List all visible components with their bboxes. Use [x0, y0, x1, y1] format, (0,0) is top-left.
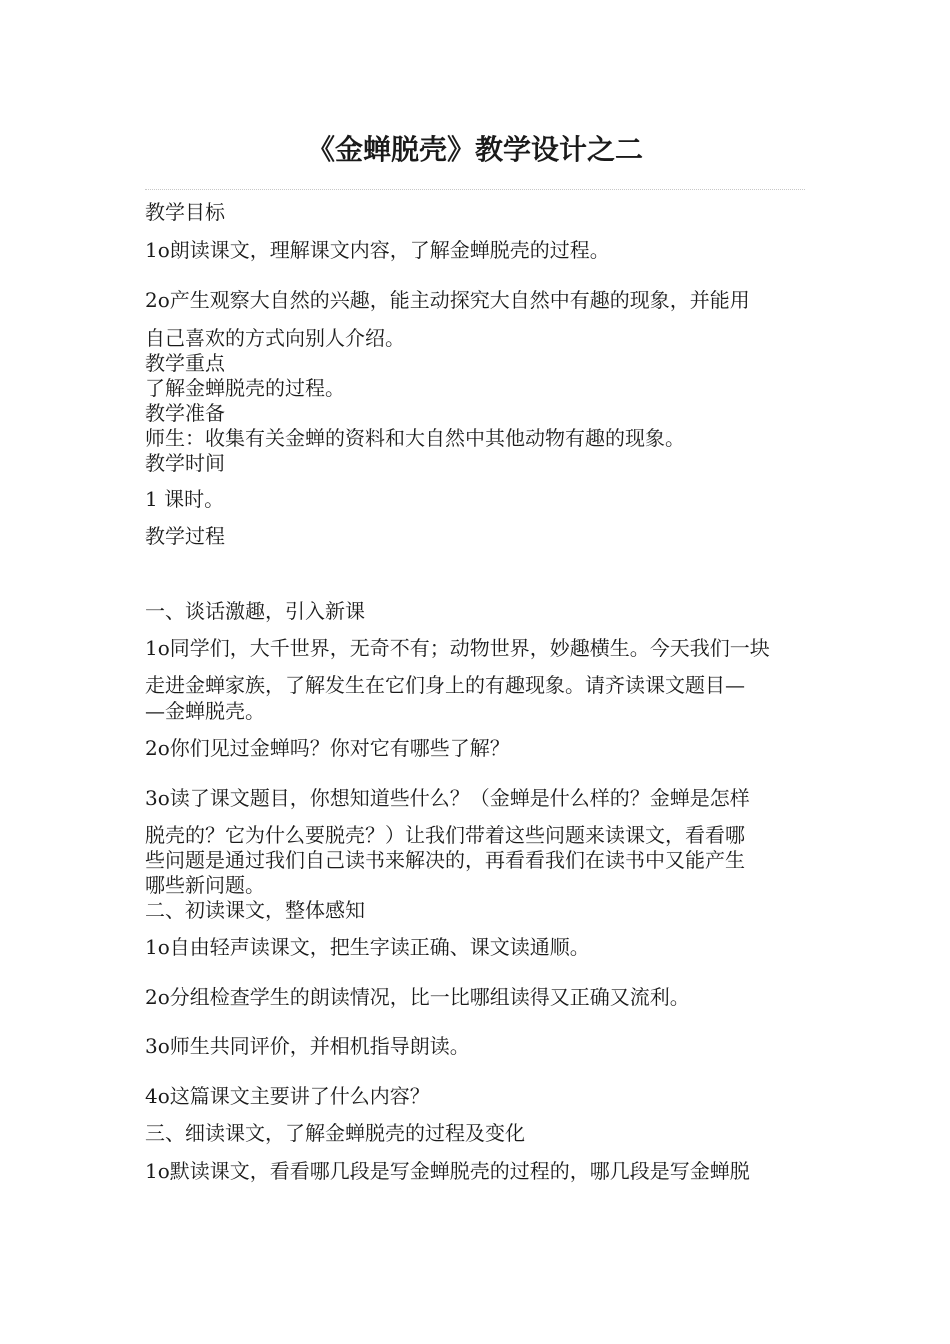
- paragraph-line: 4o这篇课文主要讲了什么内容？: [145, 1084, 430, 1108]
- paragraph-line: 1o自由轻声读课文，把生字读正确、课文读通顺。: [145, 935, 590, 959]
- paragraph-line: 3o师生共同评价，并相机指导朗读。: [145, 1034, 470, 1058]
- heading-teaching-goals: 教学目标: [145, 200, 225, 224]
- paragraph-line: 2o你们见过金蝉吗？你对它有哪些了解？: [145, 736, 510, 760]
- paragraph-line: 1o朗读课文，理解课文内容，了解金蝉脱壳的过程。: [145, 238, 610, 262]
- paragraph-line: 2o分组检查学生的朗读情况，比一比哪组读得又正确又流利。: [145, 985, 690, 1009]
- section-heading-3: 三、细读课文，了解金蝉脱壳的过程及变化: [145, 1121, 525, 1145]
- paragraph-line: 了解金蝉脱壳的过程。: [145, 376, 345, 400]
- heading-teaching-focus: 教学重点: [145, 351, 225, 375]
- section-heading-1: 一、谈话激趣，引入新课: [145, 599, 365, 623]
- paragraph-line: —金蝉脱壳。: [145, 699, 265, 723]
- paragraph-line: 1o默读课文，看看哪几段是写金蝉脱壳的过程的，哪几段是写金蝉脱: [145, 1159, 750, 1183]
- heading-teaching-process: 教学过程: [145, 524, 225, 548]
- paragraph-line: 哪些新问题。: [145, 873, 265, 897]
- paragraph-line: 脱壳的？它为什么要脱壳？）让我们带着这些问题来读课文，看看哪: [145, 823, 745, 847]
- paragraph-line: 3o读了课文题目，你想知道些什么？（金蝉是什么样的？金蝉是怎样: [145, 786, 750, 810]
- paragraph-line: 些问题是通过我们自己读书来解决的，再看看我们在读书中又能产生: [145, 848, 745, 872]
- title-divider: [145, 189, 805, 190]
- paragraph-line: 1o同学们，大千世界，无奇不有；动物世界，妙趣横生。今天我们一块: [145, 636, 770, 660]
- paragraph-line: 2o产生观察大自然的兴趣，能主动探究大自然中有趣的现象，并能用: [145, 288, 750, 312]
- paragraph-line: 师生：收集有关金蝉的资料和大自然中其他动物有趣的现象。: [145, 426, 685, 450]
- paragraph-line: 1 课时。: [145, 487, 225, 511]
- paragraph-line: 走进金蝉家族，了解发生在它们身上的有趣现象。请齐读课文题目—: [145, 673, 745, 697]
- paragraph-line: 自己喜欢的方式向别人介绍。: [145, 326, 405, 350]
- heading-teaching-time: 教学时间: [145, 451, 225, 475]
- section-heading-2: 二、初读课文，整体感知: [145, 898, 365, 922]
- heading-teaching-preparation: 教学准备: [145, 401, 225, 425]
- document-title: 《金蝉脱壳》教学设计之二: [306, 133, 643, 166]
